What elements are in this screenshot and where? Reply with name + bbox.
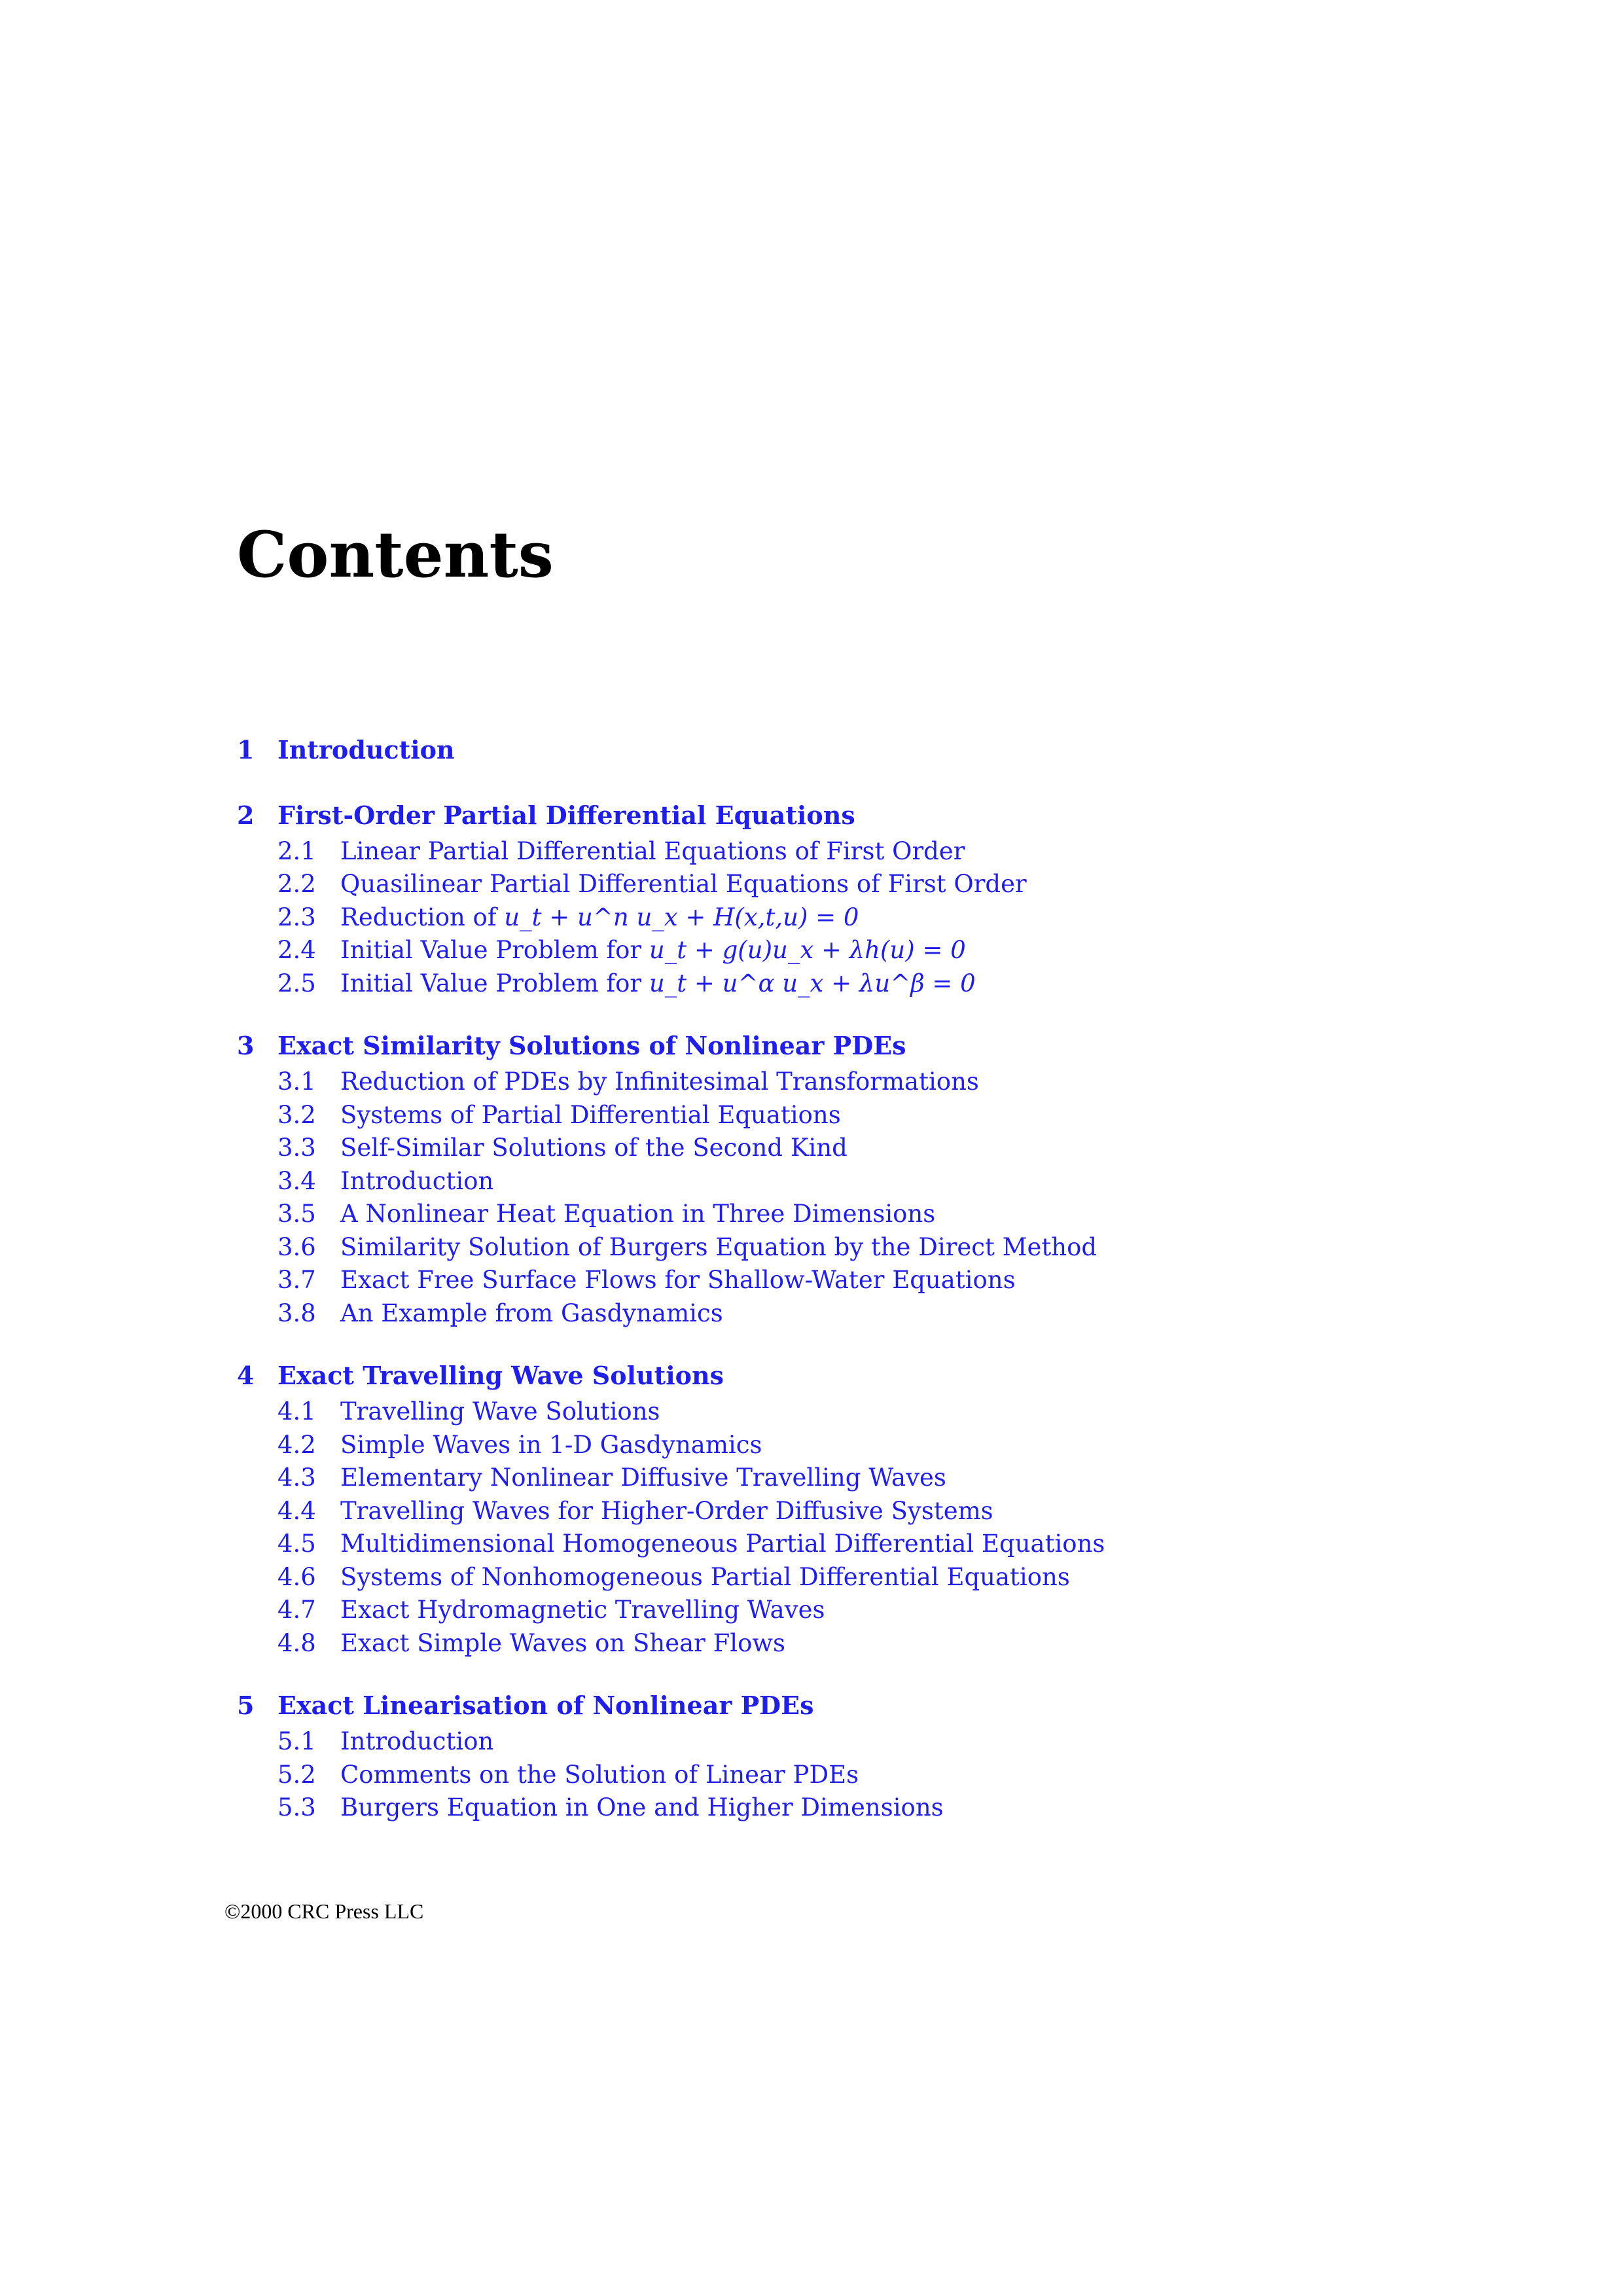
section-link-2-1[interactable] — [237, 834, 1546, 868]
chapter-title: Exact Similarity Solutions of Nonlinear PDEs — [277, 1031, 906, 1060]
section-title: Exact Simple Waves on Shear Flows — [340, 1628, 786, 1657]
section-title: Reduction of PDEs by Infinitesimal Transformations — [340, 1067, 979, 1096]
section-title: Exact Hydromagnetic Travelling Waves — [340, 1596, 825, 1624]
section-title: Exact Free Surface Flows for Shallow-Water Equations — [340, 1266, 1016, 1295]
section-link-3-2[interactable] — [237, 1098, 1546, 1132]
section-link-5-3[interactable] — [237, 1791, 1546, 1825]
section-title: Quasilinear Partial Differential Equations of First Order — [340, 870, 1027, 899]
chapter-link-1[interactable] — [237, 730, 1546, 769]
section-link-3-3[interactable] — [237, 1132, 1546, 1165]
section-number: 3.4 — [277, 1166, 316, 1195]
section-number: 3.7 — [277, 1266, 316, 1295]
section-number: 4.2 — [277, 1430, 316, 1459]
section-number: 3.3 — [277, 1134, 316, 1162]
section-title: Simple Waves in 1-D Gasdynamics — [340, 1430, 762, 1459]
section-title: An Example from Gasdynamics — [340, 1299, 723, 1327]
toc-chapter — [237, 1686, 1546, 1825]
section-link-4-3[interactable] — [237, 1462, 1546, 1495]
section-link-5-2[interactable] — [237, 1758, 1546, 1791]
chapter-number: 2 — [237, 800, 255, 830]
toc-chapter — [237, 795, 1546, 1000]
section-title: Multidimensional Homogeneous Partial Differential Equations — [340, 1530, 1105, 1558]
section-link-3-7[interactable] — [237, 1264, 1546, 1297]
toc-chapter — [237, 730, 1546, 769]
section-number: 4.7 — [277, 1596, 316, 1624]
section-number: 2.1 — [277, 836, 316, 865]
section-title: Introduction — [340, 1727, 494, 1756]
section-equation: u_t + g(u)u_x + λh(u) = 0 — [649, 936, 966, 965]
section-title: Linear Partial Differential Equations of First Order — [340, 836, 965, 865]
table-of-contents — [237, 730, 1546, 1850]
section-link-2-4[interactable] — [237, 934, 1546, 967]
section-title: Similarity Solution of Burgers Equation by the Direct Method — [340, 1232, 1097, 1261]
section-title: Comments on the Solution of Linear PDEs — [340, 1760, 859, 1789]
section-number: 3.1 — [277, 1067, 316, 1096]
toc-chapter — [237, 1356, 1546, 1660]
chapter-number: 1 — [237, 734, 255, 764]
section-title: A Nonlinear Heat Equation in Three Dimensions — [340, 1200, 936, 1229]
section-number: 2.4 — [277, 936, 316, 965]
section-number: 4.3 — [277, 1463, 316, 1492]
page-title: Contents — [237, 518, 554, 592]
section-number: 3.8 — [277, 1299, 316, 1327]
section-number: 5.1 — [277, 1727, 316, 1756]
section-number: 4.1 — [277, 1397, 316, 1426]
chapter-number: 5 — [237, 1691, 255, 1720]
chapter-link-5[interactable] — [237, 1686, 1546, 1725]
section-link-2-2[interactable] — [237, 868, 1546, 901]
section-title: Initial Value Problem for — [340, 936, 642, 965]
section-title: Burgers Equation in One and Higher Dimensions — [340, 1793, 944, 1822]
section-link-2-5[interactable] — [237, 967, 1546, 1000]
chapter-link-3[interactable] — [237, 1026, 1546, 1066]
section-number: 2.2 — [277, 870, 316, 899]
section-number: 5.2 — [277, 1760, 316, 1789]
section-number: 3.5 — [277, 1200, 316, 1229]
chapter-title: Introduction — [277, 734, 455, 764]
chapter-title: First-Order Partial Differential Equations — [277, 800, 855, 830]
section-link-4-4[interactable] — [237, 1494, 1546, 1528]
chapter-link-4[interactable] — [237, 1356, 1546, 1395]
section-number: 4.6 — [277, 1562, 316, 1591]
section-link-3-4[interactable] — [237, 1164, 1546, 1198]
section-number: 3.2 — [277, 1100, 316, 1129]
section-link-4-2[interactable] — [237, 1428, 1546, 1462]
section-link-4-7[interactable] — [237, 1594, 1546, 1627]
section-number: 4.4 — [277, 1496, 316, 1525]
section-title: Systems of Partial Differential Equations — [340, 1100, 841, 1129]
section-title: Travelling Wave Solutions — [340, 1397, 660, 1426]
section-link-2-3[interactable] — [237, 901, 1546, 934]
section-title: Introduction — [340, 1166, 494, 1195]
section-number: 2.3 — [277, 903, 316, 931]
section-number: 4.8 — [277, 1628, 316, 1657]
section-link-3-1[interactable] — [237, 1066, 1546, 1099]
section-link-3-8[interactable] — [237, 1297, 1546, 1330]
section-link-3-5[interactable] — [237, 1198, 1546, 1231]
section-link-3-6[interactable] — [237, 1230, 1546, 1264]
section-title: Initial Value Problem for — [340, 969, 642, 997]
section-equation: u_t + u^α u_x + λu^β = 0 — [649, 969, 976, 997]
chapter-number: 3 — [237, 1031, 255, 1060]
section-link-4-8[interactable] — [237, 1626, 1546, 1660]
chapter-title: Exact Linearisation of Nonlinear PDEs — [277, 1691, 814, 1720]
section-number: 4.5 — [277, 1530, 316, 1558]
chapter-link-2[interactable] — [237, 795, 1546, 834]
section-link-4-5[interactable] — [237, 1528, 1546, 1561]
section-number: 2.5 — [277, 969, 316, 997]
toc-chapter — [237, 1026, 1546, 1330]
section-link-5-1[interactable] — [237, 1725, 1546, 1759]
section-title: Self-Similar Solutions of the Second Kind — [340, 1134, 847, 1162]
copyright-footer: ©2000 CRC Press LLC — [224, 1899, 424, 1923]
section-number: 3.6 — [277, 1232, 316, 1261]
section-title: Reduction of — [340, 903, 497, 931]
chapter-title: Exact Travelling Wave Solutions — [277, 1361, 724, 1390]
section-link-4-6[interactable] — [237, 1560, 1546, 1594]
section-title: Elementary Nonlinear Diffusive Travelling Waves — [340, 1463, 946, 1492]
section-title: Travelling Waves for Higher-Order Diffusive Systems — [340, 1496, 993, 1525]
section-title: Systems of Nonhomogeneous Partial Differential Equations — [340, 1562, 1070, 1591]
chapter-number: 4 — [237, 1361, 255, 1390]
section-link-4-1[interactable] — [237, 1395, 1546, 1429]
section-equation: u_t + u^n u_x + H(x,t,u) = 0 — [504, 903, 859, 931]
section-number: 5.3 — [277, 1793, 316, 1822]
